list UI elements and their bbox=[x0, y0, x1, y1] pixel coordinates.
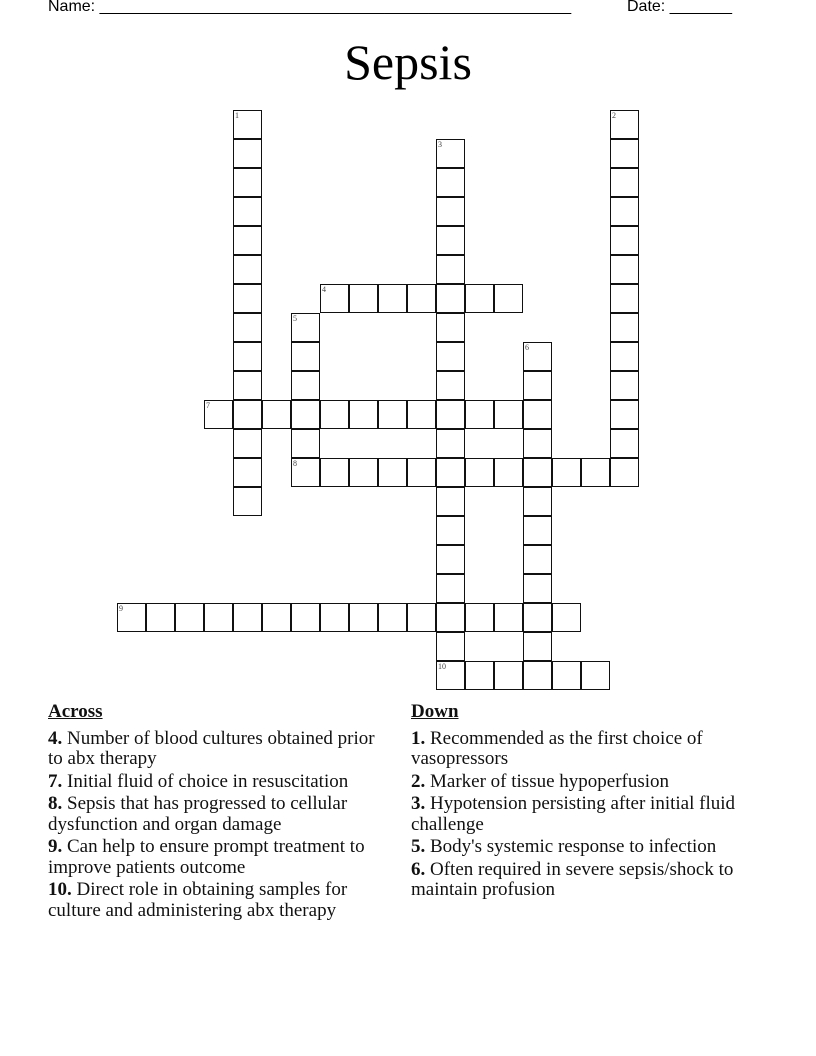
cell-number: 5 bbox=[293, 314, 297, 323]
date-field[interactable]: Date: _______ bbox=[627, 0, 732, 15]
down-heading: Down bbox=[411, 701, 459, 722]
crossword-cell[interactable] bbox=[233, 110, 262, 139]
cell-number: 8 bbox=[293, 459, 297, 468]
cell-number: 10 bbox=[438, 662, 446, 671]
crossword-cell[interactable] bbox=[291, 429, 320, 458]
crossword-cell[interactable] bbox=[436, 632, 465, 661]
crossword-cell[interactable] bbox=[378, 603, 407, 632]
crossword-cell[interactable] bbox=[552, 603, 581, 632]
crossword-cell[interactable] bbox=[552, 458, 581, 487]
crossword-cell[interactable] bbox=[436, 545, 465, 574]
cell-number: 7 bbox=[206, 401, 210, 410]
crossword-cell[interactable] bbox=[523, 574, 552, 603]
clue-text: Recommended as the first choice of vasopressors bbox=[411, 727, 703, 769]
clue-across-8 bbox=[48, 794, 388, 835]
crossword-cell[interactable] bbox=[378, 458, 407, 487]
crossword-cell[interactable] bbox=[262, 603, 291, 632]
clue-number: 1. bbox=[411, 727, 426, 749]
crossword-cell[interactable] bbox=[378, 284, 407, 313]
crossword-cell[interactable] bbox=[233, 168, 262, 197]
crossword-cell[interactable] bbox=[523, 371, 552, 400]
clue-number: 10. bbox=[48, 879, 72, 900]
crossword-cell[interactable] bbox=[233, 284, 262, 313]
page-title: Sepsis bbox=[344, 34, 472, 90]
crossword-cell[interactable] bbox=[523, 458, 552, 487]
crossword-cell[interactable] bbox=[610, 400, 639, 429]
crossword-cell[interactable] bbox=[436, 574, 465, 603]
clue-text: Initial fluid of choice in resuscitation bbox=[62, 770, 349, 792]
clue-number: 7. bbox=[48, 770, 63, 792]
crossword-cell[interactable] bbox=[291, 371, 320, 400]
clue-across-4 bbox=[48, 729, 388, 770]
down-clues bbox=[411, 702, 751, 903]
crossword-cell[interactable] bbox=[204, 400, 233, 429]
across-clues bbox=[48, 702, 388, 923]
crossword-cell[interactable] bbox=[610, 342, 639, 371]
crossword-cell[interactable] bbox=[407, 603, 436, 632]
crossword-cell[interactable] bbox=[349, 603, 378, 632]
crossword-cell[interactable] bbox=[436, 661, 465, 690]
crossword-cell[interactable] bbox=[320, 603, 349, 632]
crossword-cell[interactable] bbox=[436, 603, 465, 632]
clue-number: 9. bbox=[48, 836, 63, 857]
clue-number: 8. bbox=[48, 793, 63, 814]
crossword-cell[interactable] bbox=[291, 603, 320, 632]
clue-down-2 bbox=[411, 772, 751, 793]
clue-text: Can help to ensure prompt treatment to improve patients outcome bbox=[48, 836, 365, 878]
crossword-cell[interactable] bbox=[436, 458, 465, 487]
cell-number: 9 bbox=[119, 604, 123, 613]
crossword-cell[interactable] bbox=[320, 400, 349, 429]
crossword-cell[interactable] bbox=[233, 458, 262, 487]
crossword-cell[interactable] bbox=[407, 400, 436, 429]
crossword-cell[interactable] bbox=[610, 197, 639, 226]
crossword-cell[interactable] bbox=[494, 284, 523, 313]
crossword-cell[interactable] bbox=[610, 110, 639, 139]
crossword-cell[interactable] bbox=[233, 139, 262, 168]
cell-number: 2 bbox=[612, 111, 616, 120]
crossword-cell[interactable] bbox=[233, 197, 262, 226]
crossword-cell[interactable] bbox=[465, 400, 494, 429]
clue-text: Number of blood cultures obtained prior to abx therapy bbox=[48, 727, 375, 769]
crossword-cell[interactable] bbox=[552, 661, 581, 690]
crossword-cell[interactable] bbox=[233, 603, 262, 632]
crossword-cell[interactable] bbox=[175, 603, 204, 632]
crossword-cell[interactable] bbox=[610, 139, 639, 168]
name-field[interactable]: Name: _____________________________________________________ bbox=[48, 0, 572, 15]
crossword-cell[interactable] bbox=[233, 429, 262, 458]
crossword-cell[interactable] bbox=[494, 603, 523, 632]
clue-across-9 bbox=[48, 837, 388, 878]
crossword-cell[interactable] bbox=[436, 516, 465, 545]
crossword-cell[interactable] bbox=[320, 458, 349, 487]
crossword-cell[interactable] bbox=[233, 487, 262, 516]
crossword-cell[interactable] bbox=[494, 661, 523, 690]
crossword-cell[interactable] bbox=[523, 661, 552, 690]
crossword-cell[interactable] bbox=[465, 458, 494, 487]
crossword-cell[interactable] bbox=[320, 284, 349, 313]
crossword-cell[interactable] bbox=[610, 168, 639, 197]
crossword-cell[interactable] bbox=[610, 313, 639, 342]
crossword-cell[interactable] bbox=[291, 458, 320, 487]
crossword-cell[interactable] bbox=[465, 603, 494, 632]
crossword-cell[interactable] bbox=[436, 371, 465, 400]
crossword-cell[interactable] bbox=[117, 603, 146, 632]
clue-number: 2. bbox=[411, 770, 426, 792]
crossword-cell[interactable] bbox=[523, 632, 552, 661]
crossword-cell[interactable] bbox=[436, 313, 465, 342]
clue-number: 6. bbox=[411, 858, 426, 880]
crossword-cell[interactable] bbox=[523, 603, 552, 632]
cell-number: 6 bbox=[525, 343, 529, 352]
clue-text: Sepsis that has progressed to cellular dysfunction and organ damage bbox=[48, 793, 348, 835]
crossword-cell[interactable] bbox=[349, 400, 378, 429]
clue-number: 3. bbox=[411, 793, 426, 814]
crossword-cell[interactable] bbox=[262, 400, 291, 429]
crossword-cell[interactable] bbox=[436, 139, 465, 168]
clue-down-6 bbox=[411, 860, 751, 901]
clue-across-10 bbox=[48, 880, 388, 921]
cell-number: 3 bbox=[438, 140, 442, 149]
crossword-cell[interactable] bbox=[523, 429, 552, 458]
crossword-cell[interactable] bbox=[610, 255, 639, 284]
crossword-cell[interactable] bbox=[233, 400, 262, 429]
clue-down-3 bbox=[411, 794, 751, 835]
crossword-cell[interactable] bbox=[523, 342, 552, 371]
crossword-cell[interactable] bbox=[610, 226, 639, 255]
crossword-cell[interactable] bbox=[494, 400, 523, 429]
crossword-cell[interactable] bbox=[349, 284, 378, 313]
crossword-cell[interactable] bbox=[407, 458, 436, 487]
crossword-cell[interactable] bbox=[523, 400, 552, 429]
clue-number: 5. bbox=[411, 836, 426, 857]
crossword-cell[interactable] bbox=[436, 197, 465, 226]
crossword-cell[interactable] bbox=[610, 458, 639, 487]
crossword-cell[interactable] bbox=[378, 400, 407, 429]
crossword-cell[interactable] bbox=[291, 313, 320, 342]
crossword-cell[interactable] bbox=[523, 516, 552, 545]
clue-text: Body's systemic response to infection bbox=[425, 836, 717, 857]
crossword-cell[interactable] bbox=[436, 342, 465, 371]
crossword-cell[interactable] bbox=[610, 429, 639, 458]
crossword-cell[interactable] bbox=[146, 603, 175, 632]
cell-number: 4 bbox=[322, 285, 326, 294]
crossword-cell[interactable] bbox=[436, 226, 465, 255]
crossword-cell[interactable] bbox=[436, 168, 465, 197]
crossword-cell[interactable] bbox=[494, 458, 523, 487]
crossword-cell[interactable] bbox=[291, 400, 320, 429]
crossword-cell[interactable] bbox=[291, 342, 320, 371]
crossword-cell[interactable] bbox=[523, 487, 552, 516]
clue-down-1 bbox=[411, 729, 751, 770]
crossword-cell[interactable] bbox=[465, 661, 494, 690]
clue-text: Hypotension persisting after initial fluid challenge bbox=[411, 793, 736, 835]
crossword-cell[interactable] bbox=[581, 458, 610, 487]
clue-text: Direct role in obtaining samples for culture and administering abx therapy bbox=[48, 879, 348, 921]
crossword-cell[interactable] bbox=[204, 603, 233, 632]
crossword-cell[interactable] bbox=[610, 284, 639, 313]
crossword-cell[interactable] bbox=[349, 458, 378, 487]
crossword-cell[interactable] bbox=[407, 284, 436, 313]
crossword-cell[interactable] bbox=[233, 342, 262, 371]
crossword-cell[interactable] bbox=[436, 284, 465, 313]
cell-number: 1 bbox=[235, 111, 239, 120]
crossword-cell[interactable] bbox=[233, 255, 262, 284]
crossword-cell[interactable] bbox=[233, 371, 262, 400]
clue-text: Often required in severe sepsis/shock to maintain profusion bbox=[411, 858, 734, 900]
crossword-cell[interactable] bbox=[465, 284, 494, 313]
clue-down-5 bbox=[411, 837, 751, 858]
crossword-cell[interactable] bbox=[610, 371, 639, 400]
clue-text: Marker of tissue hypoperfusion bbox=[425, 770, 670, 792]
clue-across-7 bbox=[48, 772, 388, 793]
crossword-cell[interactable] bbox=[436, 487, 465, 516]
crossword-cell[interactable] bbox=[523, 545, 552, 574]
crossword-cell[interactable] bbox=[436, 429, 465, 458]
crossword-cell[interactable] bbox=[581, 661, 610, 690]
crossword-cell[interactable] bbox=[233, 226, 262, 255]
crossword-cell[interactable] bbox=[436, 255, 465, 284]
across-heading: Across bbox=[48, 701, 103, 722]
clue-number: 4. bbox=[48, 727, 63, 749]
crossword-cell[interactable] bbox=[436, 400, 465, 429]
crossword-cell[interactable] bbox=[233, 313, 262, 342]
